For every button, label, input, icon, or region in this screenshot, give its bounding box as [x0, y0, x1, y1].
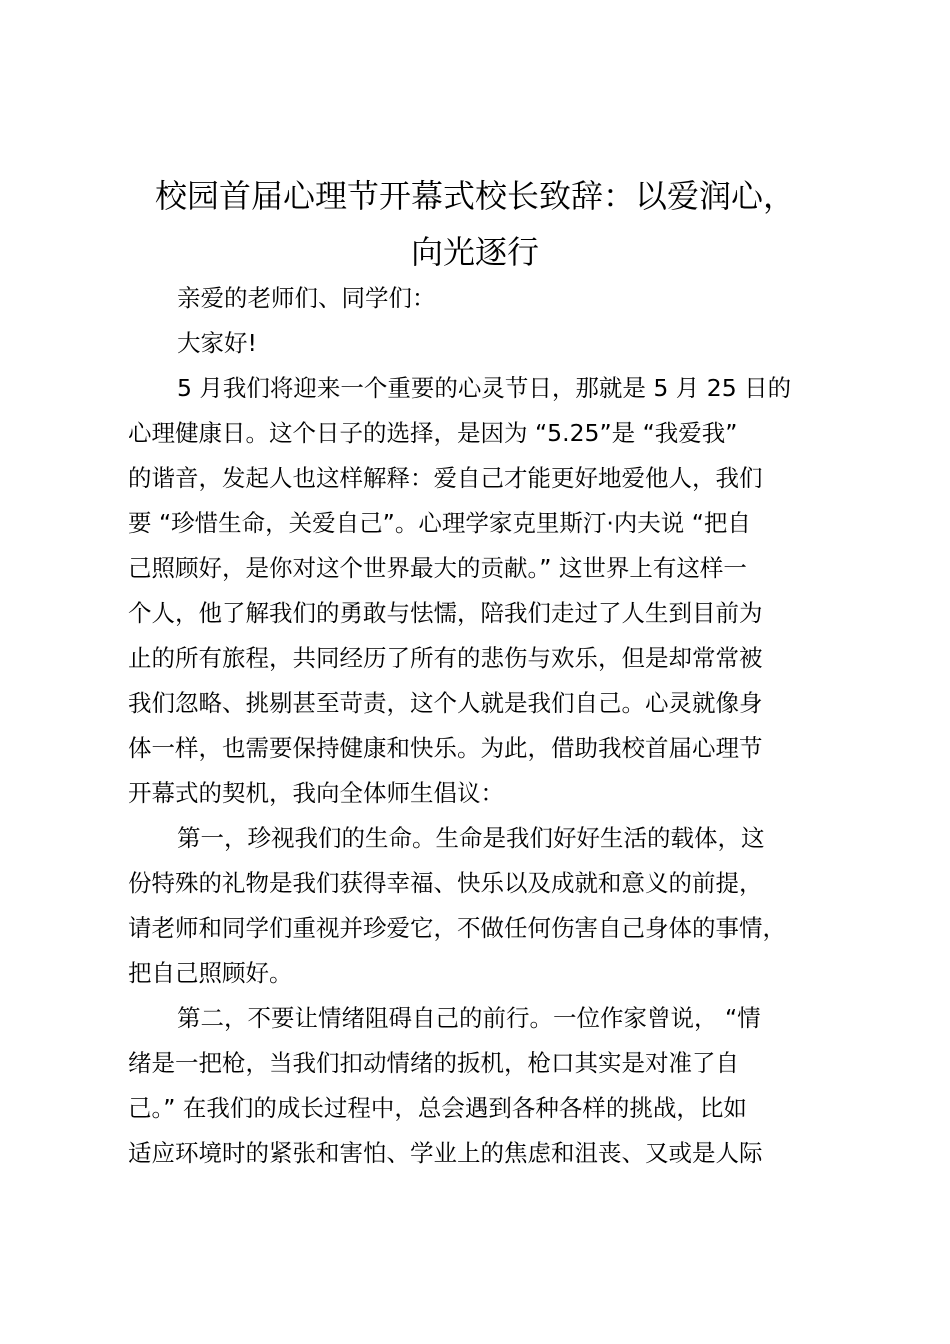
document-body [128, 276, 858, 1176]
text-line: 第二，不要让情绪阻碍自己的前行。一位作家曾说， “情 [177, 1004, 761, 1032]
text-line: 5 月我们将迎来一个重要的心灵节日，那就是 5 月 25 日的 [177, 374, 792, 402]
text-line: 要 “珍惜生命，关爱自己”。心理学家克里斯汀·内夫说 “把自 [128, 509, 751, 537]
paragraph-first-proposal [128, 816, 858, 996]
text-line: 大家好! [177, 329, 257, 357]
text-line: 绪是一把枪，当我们扣动情绪的扳机，枪口其实是对准了自 [128, 1049, 739, 1077]
text-line: 把自己照顾好。 [128, 959, 293, 987]
text-line: 开幕式的契机，我向全体师生倡议： [128, 779, 504, 807]
title-line: 向光逐行 [410, 233, 539, 271]
document-title [100, 168, 850, 280]
text-line: 己。” 在我们的成长过程中，总会遇到各种各样的挑战，比如 [128, 1094, 747, 1122]
text-line: 心理健康日。这个日子的选择，是因为 “5.25”是 “我爱我” [128, 419, 738, 447]
paragraph-salutation [128, 276, 858, 321]
paragraph-intro [128, 366, 858, 816]
text-line: 第一，珍视我们的生命。生命是我们好好生活的载体，这 [177, 824, 765, 852]
text-line: 止的所有旅程，共同经历了所有的悲伤与欢乐，但是却常常被 [128, 644, 763, 672]
text-line: 适应环境时的紧张和害怕、学业上的焦虑和沮丧、又或是人际 [128, 1139, 763, 1167]
text-line: 己照顾好，是你对这个世界最大的贡献。” 这世界上有这样一 [128, 554, 747, 582]
text-line: 的谐音，发起人也这样解释：爱自己才能更好地爱他人，我们 [128, 464, 763, 492]
text-line: 个人，他了解我们的勇敢与怯懦，陪我们走过了人生到目前为 [128, 599, 763, 627]
paragraph-greeting [128, 321, 858, 366]
text-line: 我们忽略、挑剔甚至苛责，这个人就是我们自己。心灵就像身 [128, 689, 763, 717]
text-line: 亲爱的老师们、同学们： [177, 284, 436, 312]
text-line: 请老师和同学们重视并珍爱它，不做任何伤害自己身体的事情， [128, 914, 786, 942]
text-line: 体一样，也需要保持健康和快乐。为此，借助我校首届心理节 [128, 734, 763, 762]
text-line: 份特殊的礼物是我们获得幸福、快乐以及成就和意义的前提， [128, 869, 763, 897]
paragraph-second-proposal [128, 996, 858, 1176]
title-line: 校园首届心理节开幕式校长致辞：以爱润心， [154, 177, 795, 215]
